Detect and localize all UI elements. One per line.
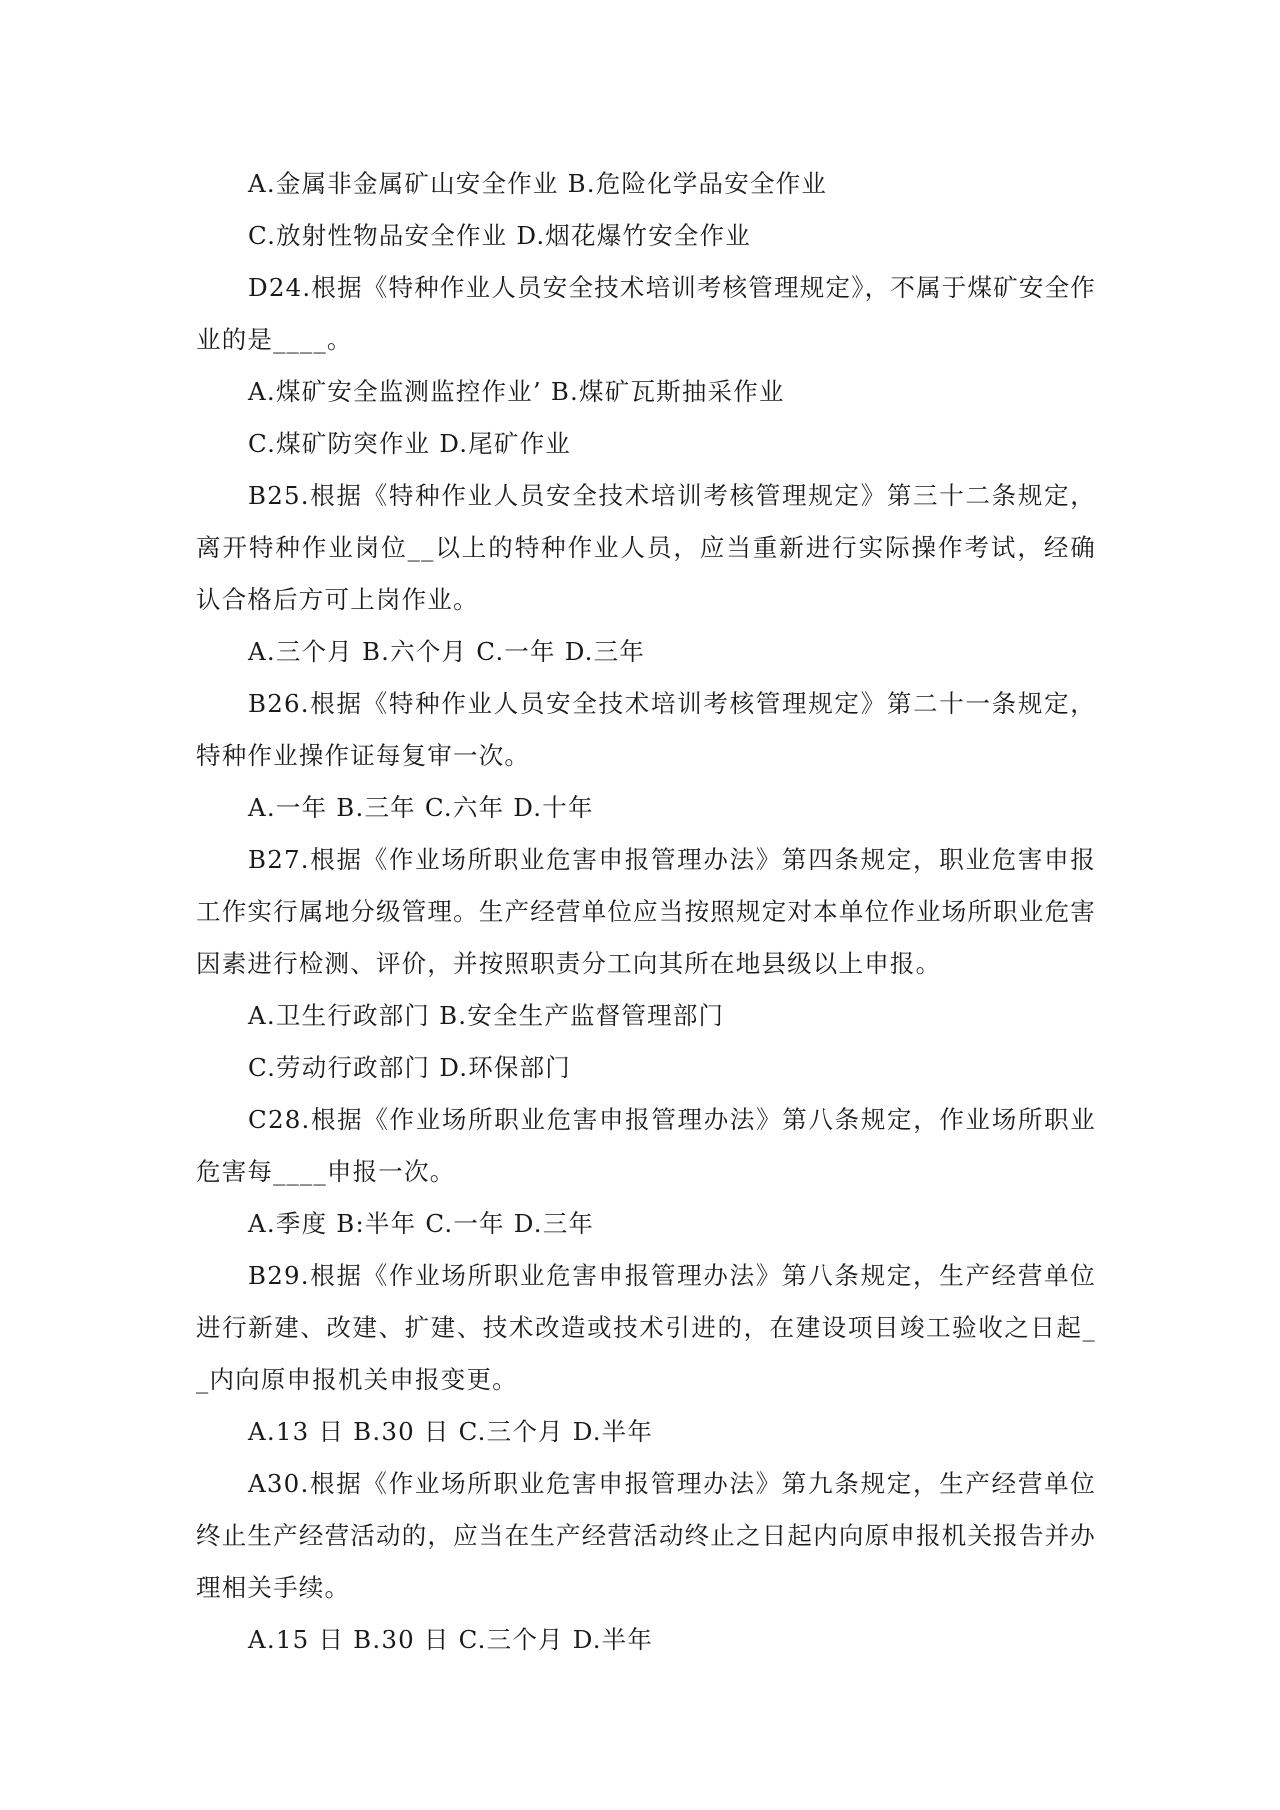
option-line-q23-cd: C.放射性物品安全作业 D.烟花爆竹安全作业 (248, 221, 751, 250)
question-30: A30.根据《作业场所职业危害申报管理办法》第九条规定，生产经营单位终止生产经营活动的，应当在生产经营活动终止之日起内向原申报机关报告并办理相关手续。 (196, 1469, 1096, 1602)
option-line-q29: A.13 日 B.30 日 C.三个月 D.半年 (248, 1417, 654, 1446)
question-25: B25.根据《特种作业人员安全技术培训考核管理规定》第三十二条规定，离开特种作业岗位__以上的特种作业人员，应当重新进行实际操作考试，经确认合格后方可上岗作业。 (196, 481, 1096, 614)
question-26: B26.根据《特种作业人员安全技术培训考核管理规定》第二十一条规定，特种作业操作证每复审一次。 (196, 689, 1096, 770)
option-line-q25: A.三个月 B.六个月 C.一年 D.三年 (248, 637, 646, 666)
option-line-q23-ab: A.金属非金属矿山安全作业 B.危险化学品安全作业 (248, 169, 828, 198)
option-line-q26: A.一年 B.三年 C.六年 D.十年 (248, 793, 594, 822)
option-line-q24-cd: C.煤矿防突作业 D.尾矿作业 (248, 429, 572, 458)
document-page (196, 158, 1096, 1666)
option-line-q24-ab: A.煤矿安全监测监控作业’ B.煤矿瓦斯抽采作业 (248, 377, 785, 406)
question-29: B29.根据《作业场所职业危害申报管理办法》第八条规定，生产经营单位进行新建、改建、扩建、技术改造或技术引进的，在建设项目竣工验收之日起__内向原申报机关申报变更。 (196, 1261, 1096, 1394)
option-line-q27-cd: C.劳动行政部门 D.环保部门 (248, 1053, 572, 1082)
option-line-q27-ab: A.卫生行政部门 B.安全生产监督管理部门 (248, 1001, 725, 1030)
option-line-q30: A.15 日 B.30 日 C.三个月 D.半年 (248, 1625, 654, 1654)
question-27: B27.根据《作业场所职业危害申报管理办法》第四条规定，职业危害申报工作实行属地分级管理。生产经营单位应当按照规定对本单位作业场所职业危害因素进行检测、评价，并按照职责分工向其所在地县级以上申报。 (196, 845, 1096, 978)
question-24: D24.根据《特种作业人员安全技术培训考核管理规定》，不属于煤矿安全作业的是____。 (196, 273, 1096, 354)
option-line-q28: A.季度 B:半年 C.一年 D.三年 (248, 1209, 595, 1238)
question-28: C28.根据《作业场所职业危害申报管理办法》第八条规定，作业场所职业危害每____申报一次。 (196, 1105, 1096, 1186)
